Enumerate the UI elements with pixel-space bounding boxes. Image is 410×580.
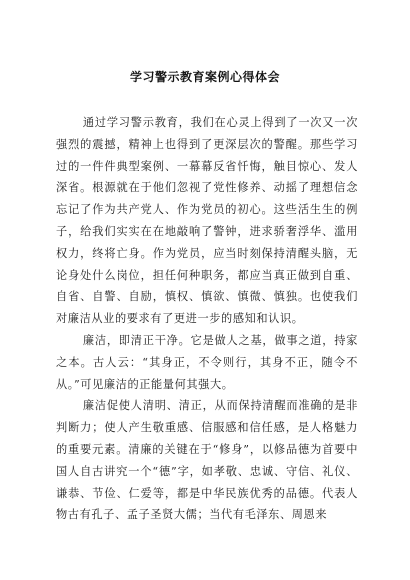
paragraph: 廉洁促使人清明、清正，从而保持清醒而准确的是非判断力；使人产生敬重感、信服感和信任感，是人格魅力的重要元素。清廉的关键在于“修身”，以修品德为首要中国人自古讲究一个“德”字，如孝敬、忠诚、守信、礼仪、谦恭、节俭、仁爱等，都是中华民族优秀的品德。代表人物古有孔子、孟子圣贤大儒；当代有毛泽东、周恩来 — [56, 399, 358, 522]
document-body — [56, 112, 358, 526]
paragraph: 通过学习警示教育，我们在心灵上得到了一次又一次强烈的震撼，精神上也得到了更深层次的警醒。那些学习过的一件件典型案例、一幕幕反省忏悔，触目惊心、发人深省。根源就在于他们忽视了党性修养、动摇了理想信念忘记了作为共产党人、作为党员的初心。这些活生生的例子，给我们实实在在地敲响了警钟，进求骄奢浮华、滥用权力，终将亡身。作为党员，应当时刻保持清醒头脑，无论身处什么岗位，担任何种职务，都应当真正做到自重、自省、自警、自励，慎权、慎欲、慎微、慎独。也使我们对廉洁从业的要求有了更进一步的感知和认识。 — [56, 116, 358, 326]
paragraph: 廉洁，即清正干净。它是做人之基，做事之道，持家之本。古人云：“其身正，不令则行，其身不正，随令不从。”可见廉洁的正能量何其强大。 — [56, 333, 358, 391]
document-title: 学习警示教育案例心得体会 — [129, 70, 280, 84]
